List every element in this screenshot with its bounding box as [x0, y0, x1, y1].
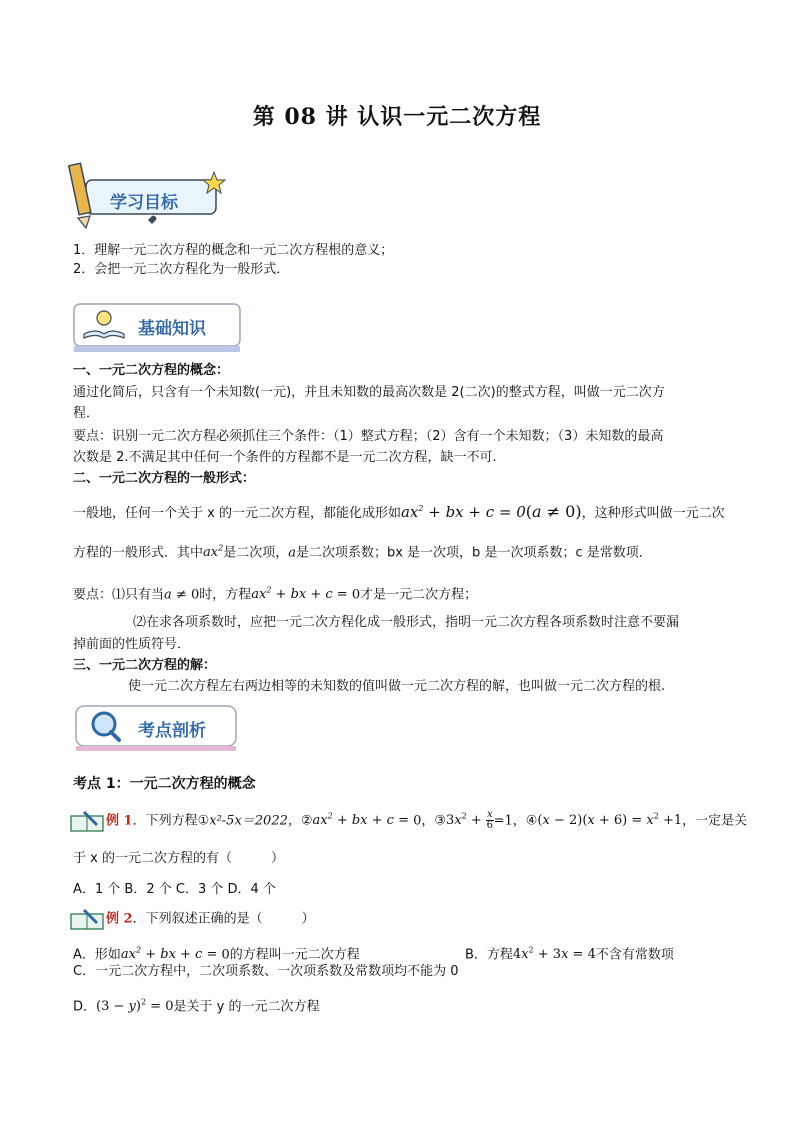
math-formula: $ax^2$ + bx + c =: [312, 812, 414, 829]
math-formula: 0，: [413, 813, 435, 829]
paragraph-line: 次数是 2.不满足其中任何一个条件的方程都不是一元二次方程，缺一不可.: [73, 450, 497, 465]
math-formula: a: [164, 587, 172, 603]
text-run: ．下列叙述正确的是（ ）: [132, 911, 315, 927]
topic-heading: 考点 1：一元二次方程的概念: [73, 776, 256, 792]
text-run: 的方程叫一元二次方程: [229, 947, 360, 963]
text-run: 是二次项系数；bx 是一次项，b 是一次项系数；c 是常数项．: [295, 545, 652, 561]
math-formula: =1，: [493, 813, 526, 829]
banner-label: 考点剖析: [138, 721, 206, 741]
text-run: ．下列方程①: [132, 813, 210, 829]
text-run: ，这种形式叫做一元二次: [581, 506, 725, 521]
example-1-question: [70, 808, 747, 832]
math-formula: $ax^2$ + bx + c = 0: [400, 503, 526, 521]
text-run: 一般地，任何一个关于 x 的一元二次方程，都能化成形如: [73, 506, 401, 521]
math-formula: $ax^2$ + bx + c =: [251, 586, 352, 603]
text-run: 时，方程: [199, 587, 252, 603]
option-b: [465, 942, 674, 964]
paragraph-line: ⑵在求各项系数时，应把一元二次方程化成一般形式，指明一元二次方程各项系数时注意不要漏: [133, 615, 680, 630]
text-run: B．方程: [465, 947, 513, 963]
math-formula: x²-5x＝2022，: [209, 813, 301, 829]
text-run: D．: [73, 999, 97, 1015]
option-d: [73, 994, 319, 1016]
math-formula: (a ≠ 0): [525, 502, 582, 521]
text-run: 是关于 y 的一元二次方程: [173, 999, 320, 1015]
math-formula: 0: [351, 587, 361, 603]
math-formula: $(3 - y)^2 = 0$: [96, 998, 174, 1015]
math-formula: $3x^2$ +: [446, 812, 486, 829]
text-run: 要点：⑴只有当: [73, 587, 165, 603]
paragraph-line: 要点：识别一元二次方程必须抓住三个条件：（1）整式方程；（2）含有一个未知数；（3）未知数的最高: [73, 429, 664, 444]
text-run: 方程的一般形式．其中: [73, 545, 204, 561]
example-label: 例 1: [106, 813, 133, 829]
paragraph-line: 于 x 的一元二次方程的有（ ）: [73, 851, 284, 866]
option-a: [73, 942, 360, 964]
book-pencil-icon: [70, 810, 104, 832]
math-formula: a: [288, 545, 296, 561]
option-c: C．一元二次方程中，二次项系数、一次项系数及常数项均不能为 0: [73, 964, 459, 979]
text-run: A．形如: [73, 947, 121, 963]
math-formula: $4x^2 + 3x = 4$: [512, 946, 596, 963]
paragraph-line: 掉前面的性质符号．: [73, 637, 191, 652]
paragraph-line: [73, 540, 652, 562]
paragraph-line: 程．: [73, 406, 100, 421]
section-heading: 一、一元二次方程的概念：: [73, 363, 230, 378]
text-run: 不含有常数项: [595, 947, 674, 963]
goal-item: 2．会把一元二次方程化为一般形式．: [73, 262, 290, 277]
page-title: 第 08 讲 认识一元二次方程: [252, 104, 542, 130]
text-run: ②: [300, 813, 313, 829]
fraction: $\frac{x}{6}$: [486, 809, 493, 832]
math-formula: 0: [221, 947, 230, 963]
key-points-banner: [74, 702, 240, 754]
math-formula: $ax^2$: [203, 544, 224, 561]
text-run: ④: [525, 813, 538, 829]
banner-label: 学习目标: [110, 193, 178, 213]
paragraph-line: [73, 582, 477, 604]
answer-options: A．1 个 B．2 个 C．3 个 D．4 个: [73, 882, 276, 897]
text-run: ，一定是关: [682, 813, 748, 829]
text-run: ③: [434, 813, 447, 829]
example-label: 例 2: [106, 911, 133, 927]
text-run: 才是一元二次方程；: [360, 587, 478, 603]
math-formula: ≠ 0: [171, 587, 200, 603]
paragraph-line: 通过化简后，只含有一个未知数(一元)，并且未知数的最高次数是 2(二次)的整式方程，叫做一元二次方: [73, 385, 665, 400]
math-formula: $ax^2$ + bx + c =: [120, 946, 222, 963]
example-2-question: [70, 908, 315, 930]
basic-knowledge-banner: [72, 300, 244, 356]
section-heading: 三、一元二次方程的解：: [73, 658, 217, 673]
goal-item: 1．理解一元二次方程的概念和一元二次方程根的意义；: [73, 243, 394, 258]
math-formula: $(x - 2)(x + 6) = x^2 +1$: [537, 812, 683, 829]
paragraph-line: 使一元二次方程左右两边相等的未知数的值叫做一元二次方程的解，也叫做一元二次方程的根.: [128, 679, 666, 694]
section-heading: 二、一元二次方程的一般形式：: [73, 471, 256, 486]
book-pencil-icon: [70, 908, 104, 930]
learning-goals-banner: [66, 160, 226, 232]
text-run: 是二次项，: [223, 545, 289, 561]
banner-label: 基础知识: [138, 319, 206, 339]
paragraph-line: [73, 500, 725, 523]
